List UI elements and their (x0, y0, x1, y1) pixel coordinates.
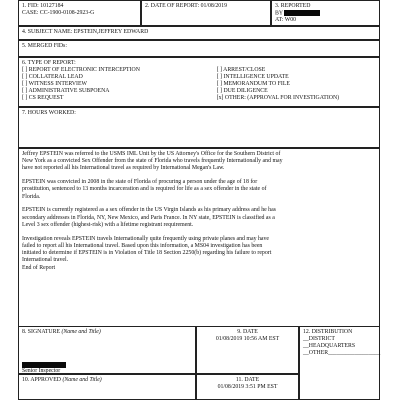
case-label: CASE: (22, 10, 39, 17)
narrative-paragraph-4 (22, 236, 376, 272)
fid-label: 1. FID: (22, 3, 39, 9)
approved-label (22, 377, 192, 384)
subject-value: EPSTEIN,JEFFREY EDWARD (73, 29, 149, 35)
at-label: AT: (275, 17, 284, 24)
option-memorandum-to-file: [ ] MEMORANDUM TO FILE (216, 81, 290, 88)
option-witness-interview: [ ] WITNESS INTERVIEW (22, 81, 87, 88)
narrative-line: prostitution, sentenced to 13 months incarceration and is required for life as a sex offender in the state of (22, 186, 267, 193)
type-of-report-box (18, 57, 380, 107)
narrative-line: secondary addresses in Florida, NY, New Mexico, and Paris France. In NY state, EPSTEIN is classified as a (22, 214, 275, 221)
at-value: W00 (284, 17, 297, 24)
narrative-line: EPSTEIN is currently registered as a sex offender in the US Virgin Islands as his primary address and he has (22, 207, 276, 214)
fid-box (18, 0, 141, 26)
reported-by-box (271, 0, 380, 26)
subject-box (18, 26, 380, 40)
date-of-report-value: 01/08/2019 (200, 3, 227, 9)
narrative-line: Jeffrey EPSTEIN was referred to the USMS IML Unit by the US Attorney's Office for the Southern District of (22, 151, 281, 157)
option-due-diligence: [ ] DUE DILIGENCE (216, 88, 268, 95)
type-of-report-label: 6. TYPE OF REPORT: (22, 60, 76, 66)
narrative-paragraph-2 (22, 179, 376, 201)
option-other: [x] OTHER: (APPROVAL FOR INVESTIGATION) (216, 95, 340, 102)
narrative-line: Investigation reveals EPSTEIN travels Internationally quite frequently using private planes and may have (22, 235, 269, 242)
case-value: CC-1900-0108-2923-G (39, 10, 95, 17)
narrative-line: Florida. (22, 193, 41, 200)
signature-title: Senior Inspector (22, 368, 61, 374)
narrative-line: Level 3 sex offender (highest-risk) with a lifetime registrant requirement. (22, 221, 194, 228)
signature-label-num: 8. SIGNATURE (22, 329, 61, 335)
narrative-line: EPSTEIN was convicted in 2008 in the state of Florida of procuring a person under the age of 18 for (22, 179, 258, 186)
option-collateral-lead: [ ] COLLATERAL LEAD (22, 74, 83, 81)
fid-line (22, 3, 137, 10)
approved-date-label: 11. DATE (235, 377, 260, 383)
option-cs-request: [ ] CS REQUEST (22, 95, 64, 102)
distribution-district: __DISTRICT (303, 336, 335, 343)
hours-worked-label: 7. HOURS WORKED: (22, 110, 76, 116)
report-form (18, 0, 380, 400)
narrative-line: have not reported all his International travel as required by International Megan's Law. (22, 165, 225, 172)
signature-date-value: 01/08/2019 10:56 AM EST (215, 336, 280, 343)
approved-label-paren: (Name and Title) (62, 377, 102, 383)
reported-by-line (275, 10, 376, 17)
merged-fids-box (18, 40, 380, 57)
hours-worked-box (18, 107, 380, 148)
signature-label (22, 329, 192, 336)
approved-date-value: 01/08/2019 3:51 PM EST (217, 384, 278, 391)
option-administrative-subpoena: [ ] ADMINISTRATIVE SUBPOENA (22, 88, 110, 95)
approved-date-box (196, 374, 299, 400)
approved-box (18, 374, 196, 400)
type-of-report-options (22, 67, 376, 102)
redacted-block (284, 10, 320, 16)
narrative-line: initiated to determine if EPSTEIN is in Violation of Title 18 Section 2250(b) regarding his failure to report (22, 250, 272, 257)
reported-label: 3. REPORTED (275, 3, 311, 9)
option-electronic-interception: [ ] REPORT OF ELECTRONIC INTERCEPTION (22, 67, 140, 74)
narrative-paragraph-1 (22, 151, 376, 173)
narrative-paragraph-3 (22, 207, 376, 229)
merged-fids-label: 5. MERGED FIDs: (22, 43, 67, 49)
distribution-other: __OTHER__________________ (303, 350, 381, 357)
type-of-report-left (22, 67, 217, 102)
case-line (22, 10, 137, 17)
end-of-report: End of Report (22, 264, 56, 271)
signature-label-paren: (Name and Title) (61, 329, 101, 335)
fid-value: 10127184 (40, 3, 64, 9)
narrative-line: failed to report all his International travel. Based upon this information, a MS04 investigation has been (22, 242, 263, 249)
date-of-report-box (141, 0, 271, 26)
narrative-line: New York as a convicted Sex Offender from the state of Florida who travels frequently Internationally and may (22, 158, 283, 165)
at-line (275, 17, 376, 24)
signature-box (18, 326, 196, 374)
distribution-box (299, 326, 380, 400)
approved-label-num: 10. APPROVED (22, 377, 61, 383)
date-of-report-label: 2. DATE OF REPORT: (145, 3, 200, 9)
narrative-line: International travel. (22, 257, 69, 264)
distribution-headquarters: __HEADQUARTERS (303, 343, 356, 350)
signature-date-label: 9. DATE (237, 329, 258, 335)
subject-label: 4. SUBJECT NAME: (22, 29, 73, 35)
type-of-report-right (217, 67, 376, 102)
signature-date-box (196, 326, 299, 374)
distribution-label: 12. DISTRIBUTION (303, 329, 353, 335)
reported-by-label: BY (275, 10, 283, 17)
option-intelligence-update: [ ] INTELLIGENCE UPDATE (216, 74, 289, 81)
option-arrest-close: [ ] ARREST/CLOSE (216, 67, 266, 74)
